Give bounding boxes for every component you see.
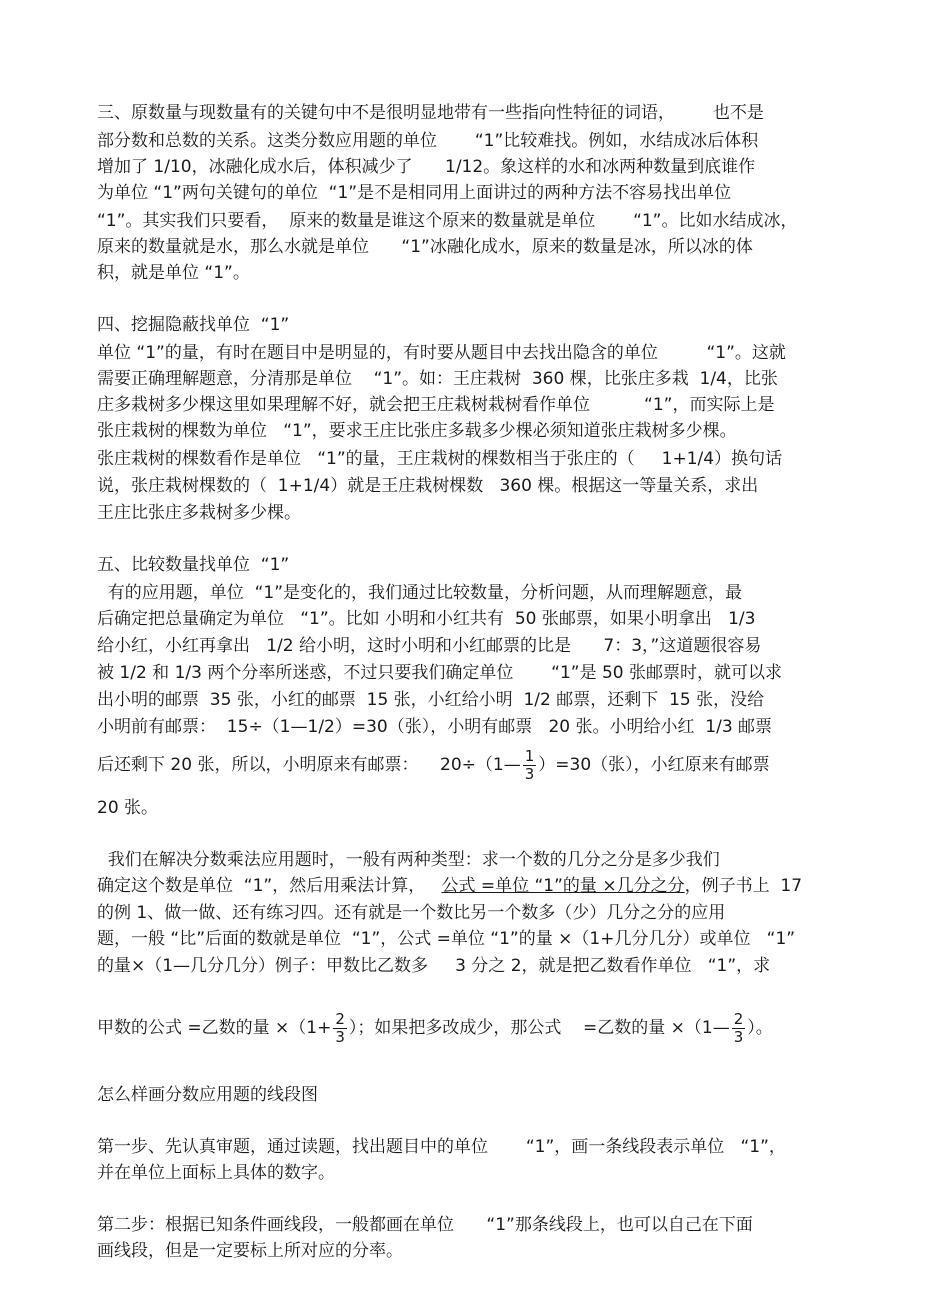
fraction-denominator: 3: [335, 1027, 345, 1046]
summary-line-2-before: 确定这个数是单位 “1”，然后用乘法计算，: [97, 876, 442, 896]
section3-line-2: 部分数和总数的关系。这类分数应用题的单位 “1”比较难找。例如，水结成冰后体积: [97, 131, 759, 151]
fraction-line-before: 后还剩下 20 张，所以，小明原来有邮票： 20÷（1—: [97, 755, 521, 775]
section4-title: 四、挖掘隐蔽找单位 “1”: [97, 315, 290, 335]
section5-title: 五、比较数量找单位 “1”: [97, 555, 290, 575]
section5-line-6: 小明前有邮票： 15÷（1—1/2）=30（张），小明有邮票 20 张。小明给小红 1/3 邮票: [97, 717, 773, 737]
fraction-one-third: [523, 748, 537, 783]
formula-part-3: ）。: [747, 1018, 773, 1038]
fraction-two-thirds-a: [333, 1011, 347, 1046]
diagram-section-title: 怎么样画分数应用题的线段图: [97, 1085, 318, 1105]
section5-line-2: 后确定把总量确定为单位 “1”。比如 小明和小红共有 50 张邮票，如果小明拿出 1/3: [97, 609, 756, 629]
summary-line-1: 我们在解决分数乘法应用题时，一般有两种类型：求一个数的几分之分是多少我们: [97, 850, 720, 870]
section5-line-3: 给小红，小红再拿出 1/2 给小明，这时小明和小红邮票的比是 7：3，”这道题很容易: [97, 636, 762, 656]
step2-line-1: 第二步：根据已知条件画线段，一般都画在单位 “1”那条线段上，也可以自己在下面: [97, 1215, 753, 1235]
fraction-numerator: 1: [524, 746, 535, 765]
summary-line-2-after: ，例子书上 17: [684, 876, 803, 896]
step1-line-1: 第一步、先认真审题，通过读题，找出题目中的单位 “1”，画一条线段表示单位 “1”，: [97, 1137, 786, 1157]
summary-line-4: 题，一般 “比”后面的数就是单位 “1”，公式 =单位 “1”的量 ×（1+几分几分）或单位 “1”: [97, 929, 796, 949]
section3-line-3: 增加了 1/10，冰融化成水后，体积减少了 1/12。象这样的水和冰两种数量到底谁作: [97, 157, 756, 177]
section5-line-4: 被 1/2 和 1/3 两个分率所迷惑，不过只要我们确定单位 “1”是 50 张邮票时，就可以求: [97, 663, 783, 683]
summary-line-5: 的量×（1—几分几分）例子：甲数比乙数多 3 分之 2，就是把乙数看作单位 “1”，求: [97, 956, 771, 976]
section4-line-4: 张庄栽树的棵数为单位 “1”，要求王庄比张庄多载多少棵必须知道张庄栽树多少棵。: [97, 421, 737, 441]
fraction-denominator: 3: [524, 764, 535, 783]
section5-last-line: 20 张。: [97, 798, 159, 818]
summary-formula: 公式 =单位 “1”的量 ×几分之分: [441, 876, 685, 896]
fraction-numerator: 2: [335, 1009, 345, 1028]
formula-part-1: 甲数的公式 =乙数的量 ×（1+: [97, 1018, 332, 1038]
section5-line-1: 有的应用题，单位 “1”是变化的，我们通过比较数量，分析问题，从而理解题意，最: [97, 583, 743, 603]
summary-formula-line: [97, 1008, 773, 1048]
section3-line-7: 积，就是单位 “1”。: [97, 263, 250, 283]
section5-fraction-line: [97, 745, 770, 785]
fraction-two-thirds-b: [732, 1011, 746, 1046]
section3-line-1: 三、原数量与现数量有的关键句中不是很明显地带有一些指向性特征的词语， 也不是: [97, 103, 764, 123]
section4-line-6: 说，张庄栽树棵数的（ 1+1/4）就是王庄栽树棵数 360 棵。根据这一等量关系，求出: [97, 476, 759, 496]
section4-line-1: 单位 “1”的量，有时在题目中是明显的，有时要从题目中去找出隐含的单位 “1”。这就: [97, 343, 786, 363]
fraction-numerator: 2: [733, 1009, 744, 1028]
section4-line-2: 需要正确理解题意，分清那是单位 “1”。如：王庄栽树 360 棵，比张庄多栽 1/4，比张: [97, 369, 778, 389]
section5-line-5: 出小明的邮票 35 张，小红的邮票 15 张，小红给小明 1/2 邮票，还剩下 15 张，没给: [97, 690, 765, 710]
section4-line-3: 庄多栽树多少棵这里如果理解不好，就会把王庄栽树栽树看作单位 “1”，而实际上是: [97, 395, 775, 415]
section4-line-7: 王庄比张庄多栽树多少棵。: [97, 503, 301, 523]
formula-part-2: ）；如果把多改成少，那公式 =乙数的量 ×（1—: [348, 1018, 730, 1038]
step2-line-2: 画线段，但是一定要标上所对应的分率。: [97, 1241, 403, 1261]
section3-line-6: 原来的数量就是水，那么水就是单位 “1”冰融化成水，原来的数量是冰，所以冰的体: [97, 237, 753, 257]
section4-line-5: 张庄栽树的棵数看作是单位 “1”的量，王庄栽树的棵数相当于张庄的（ 1+1/4）换句话: [97, 449, 783, 469]
step1-line-2: 并在单位上面标上具体的数字。: [97, 1163, 335, 1183]
summary-line-2: [97, 874, 802, 898]
fraction-line-after: ）=30（张），小红原来有邮票: [538, 755, 770, 775]
section3-line-5: “1”。其实我们只要看， 原来的数量是谁这个原来的数量就是单位 “1”。比如水结成冰，: [97, 211, 798, 231]
summary-line-3: 的例 1、做一做、还有练习四。还有就是一个数比另一个数多（少）几分之分的应用: [97, 903, 726, 923]
section3-line-4: 为单位 “1”两句关键句的单位 “1”是不是相同用上面讲过的两种方法不容易找出单位: [97, 183, 732, 203]
fraction-denominator: 3: [733, 1027, 744, 1046]
